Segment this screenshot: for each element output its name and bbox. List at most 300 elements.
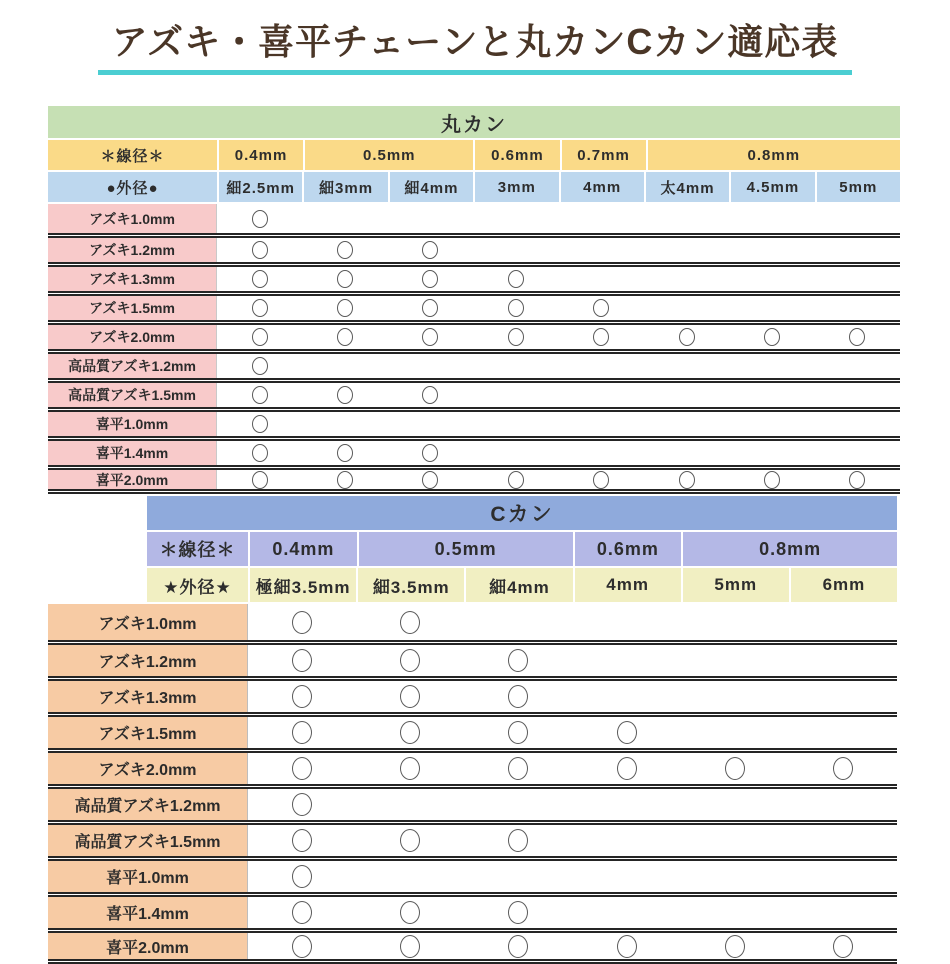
- circle-mark: [337, 471, 353, 489]
- circle-mark: [292, 721, 312, 744]
- mark-cell: [681, 825, 789, 856]
- mark-cell: [789, 861, 897, 892]
- column-header: 細4mm: [466, 568, 572, 602]
- column-header: 細2.5mm: [219, 172, 302, 202]
- marks-area: [217, 354, 900, 378]
- row-label: 喜平1.4mm: [48, 897, 248, 928]
- mark-cell: [302, 325, 387, 349]
- circle-mark: [617, 935, 637, 958]
- mark-cell: [356, 825, 464, 856]
- ckan-table-title: Cカン: [147, 496, 897, 530]
- mark-cell: [573, 753, 681, 784]
- mark-cell: [388, 354, 473, 378]
- circle-mark: [252, 299, 268, 317]
- mark-cell: [464, 604, 572, 640]
- mark-cell: [789, 681, 897, 712]
- circle-mark: [422, 386, 438, 404]
- mark-cell: [573, 933, 681, 959]
- mark-cell: [248, 645, 356, 676]
- wire-size-header: 0.4mm: [219, 140, 303, 170]
- circle-mark: [292, 935, 312, 958]
- row-label: 高品質アズキ1.5mm: [48, 383, 217, 407]
- mark-cell: [644, 412, 729, 436]
- mark-cell: [356, 897, 464, 928]
- table-row: [48, 604, 897, 640]
- mark-cell: [302, 204, 387, 233]
- mark-cell: [815, 412, 900, 436]
- mark-cell: [573, 604, 681, 640]
- row-label: アズキ1.5mm: [48, 717, 248, 748]
- mark-cell: [681, 604, 789, 640]
- circle-mark: [292, 901, 312, 924]
- table-row: [48, 820, 897, 856]
- mark-cell: [789, 717, 897, 748]
- mark-cell: [815, 238, 900, 262]
- mark-cell: [789, 645, 897, 676]
- mark-cell: [559, 470, 644, 489]
- mark-cell: [217, 204, 302, 233]
- table-row: [48, 676, 897, 712]
- mark-cell: [815, 325, 900, 349]
- mark-cell: [473, 354, 558, 378]
- row-label: アズキ1.2mm: [48, 645, 248, 676]
- table-row: [48, 640, 897, 676]
- mark-cell: [464, 753, 572, 784]
- row-label: アズキ2.0mm: [48, 753, 248, 784]
- circle-mark: [337, 386, 353, 404]
- circle-mark: [593, 471, 609, 489]
- mark-cell: [356, 717, 464, 748]
- circle-mark: [400, 757, 420, 780]
- circle-mark: [508, 757, 528, 780]
- circle-mark: [849, 471, 865, 489]
- circle-mark: [508, 270, 524, 288]
- mark-cell: [729, 441, 814, 465]
- mark-cell: [473, 267, 558, 291]
- mark-cell: [248, 789, 356, 820]
- mark-cell: [217, 412, 302, 436]
- circle-mark: [252, 270, 268, 288]
- mark-cell: [248, 933, 356, 959]
- ckan-outer-diameter-row: [147, 568, 897, 602]
- circle-mark: [508, 328, 524, 346]
- wire-size-header: 0.8mm: [648, 140, 900, 170]
- mark-cell: [559, 267, 644, 291]
- mark-cell: [644, 470, 729, 489]
- wire-size-header: 0.6mm: [575, 532, 682, 566]
- row-label: アズキ2.0mm: [48, 325, 217, 349]
- wire-row-label: ＊線径＊: [48, 140, 217, 170]
- row-label: アズキ1.0mm: [48, 604, 248, 640]
- wire-row-label: ＊線径＊: [147, 532, 248, 566]
- mark-cell: [388, 296, 473, 320]
- ckan-table: [48, 496, 897, 964]
- mark-cell: [681, 753, 789, 784]
- mark-cell: [815, 383, 900, 407]
- mark-cell: [356, 753, 464, 784]
- mark-cell: [559, 238, 644, 262]
- mark-cell: [789, 825, 897, 856]
- column-header: 5mm: [817, 172, 900, 202]
- circle-mark: [422, 471, 438, 489]
- circle-mark: [337, 241, 353, 259]
- row-label: 喜平1.0mm: [48, 861, 248, 892]
- mark-cell: [302, 354, 387, 378]
- mark-cell: [573, 789, 681, 820]
- mark-cell: [464, 645, 572, 676]
- wire-size-header: 0.4mm: [250, 532, 357, 566]
- circle-mark: [593, 299, 609, 317]
- circle-mark: [400, 649, 420, 672]
- circle-mark: [252, 241, 268, 259]
- mark-cell: [644, 296, 729, 320]
- marks-area: [248, 717, 897, 748]
- mark-cell: [217, 441, 302, 465]
- mark-cell: [302, 296, 387, 320]
- circle-mark: [292, 793, 312, 816]
- mark-cell: [248, 681, 356, 712]
- circle-mark: [292, 649, 312, 672]
- mark-cell: [464, 789, 572, 820]
- column-header: 4.5mm: [731, 172, 814, 202]
- marks-area: [248, 681, 897, 712]
- mark-cell: [302, 470, 387, 489]
- row-label: 喜平2.0mm: [48, 933, 248, 959]
- circle-mark: [252, 415, 268, 433]
- mark-cell: [248, 753, 356, 784]
- circle-mark: [292, 611, 312, 634]
- mark-cell: [815, 204, 900, 233]
- mark-cell: [644, 325, 729, 349]
- circle-mark: [422, 328, 438, 346]
- mark-cell: [573, 825, 681, 856]
- mark-cell: [573, 861, 681, 892]
- column-header: 細4mm: [390, 172, 473, 202]
- mark-cell: [473, 383, 558, 407]
- column-header: 太4mm: [646, 172, 729, 202]
- mark-cell: [559, 354, 644, 378]
- marks-area: [248, 753, 897, 784]
- mark-cell: [217, 296, 302, 320]
- marks-area: [248, 825, 897, 856]
- mark-cell: [464, 681, 572, 712]
- circle-mark: [252, 386, 268, 404]
- circle-mark: [400, 829, 420, 852]
- circle-mark: [400, 611, 420, 634]
- row-label: 喜平2.0mm: [48, 470, 217, 489]
- circle-mark: [337, 270, 353, 288]
- mark-cell: [302, 412, 387, 436]
- circle-mark: [292, 757, 312, 780]
- circle-mark: [508, 935, 528, 958]
- mark-cell: [356, 681, 464, 712]
- mark-cell: [356, 861, 464, 892]
- mark-cell: [559, 204, 644, 233]
- circle-mark: [593, 328, 609, 346]
- marks-area: [217, 412, 900, 436]
- circle-mark: [508, 685, 528, 708]
- marukan-wire-diameter-row: [48, 140, 900, 170]
- mark-cell: [815, 267, 900, 291]
- table-row: [48, 748, 897, 784]
- circle-mark: [337, 328, 353, 346]
- mark-cell: [681, 897, 789, 928]
- circle-mark: [508, 829, 528, 852]
- mark-cell: [644, 441, 729, 465]
- mark-cell: [356, 645, 464, 676]
- mark-cell: [473, 204, 558, 233]
- mark-cell: [464, 933, 572, 959]
- mark-cell: [356, 604, 464, 640]
- circle-mark: [400, 685, 420, 708]
- wire-size-header: 0.5mm: [359, 532, 573, 566]
- mark-cell: [248, 897, 356, 928]
- mark-cell: [248, 861, 356, 892]
- circle-mark: [252, 357, 268, 375]
- circle-mark: [833, 935, 853, 958]
- mark-cell: [815, 441, 900, 465]
- table-row: [48, 262, 900, 291]
- mark-cell: [729, 238, 814, 262]
- table-row: [48, 349, 900, 378]
- table-row: [48, 291, 900, 320]
- row-label: 高品質アズキ1.2mm: [48, 354, 217, 378]
- mark-cell: [388, 267, 473, 291]
- mark-cell: [681, 933, 789, 959]
- marukan-outer-diameter-row: [48, 172, 900, 202]
- mark-cell: [302, 383, 387, 407]
- table-row: [48, 856, 897, 892]
- mark-cell: [681, 861, 789, 892]
- mark-cell: [464, 861, 572, 892]
- row-label: 高品質アズキ1.5mm: [48, 825, 248, 856]
- mark-cell: [388, 441, 473, 465]
- marks-area: [217, 383, 900, 407]
- mark-cell: [644, 238, 729, 262]
- circle-mark: [725, 757, 745, 780]
- mark-cell: [464, 825, 572, 856]
- mark-cell: [559, 325, 644, 349]
- marukan-table-title: 丸カン: [48, 106, 900, 138]
- mark-cell: [644, 204, 729, 233]
- mark-cell: [573, 681, 681, 712]
- mark-cell: [681, 789, 789, 820]
- circle-mark: [400, 935, 420, 958]
- circle-mark: [508, 649, 528, 672]
- mark-cell: [473, 296, 558, 320]
- mark-cell: [815, 296, 900, 320]
- wire-size-header: 0.5mm: [305, 140, 473, 170]
- circle-mark: [422, 444, 438, 462]
- table-row: [48, 892, 897, 928]
- title-bar: [0, 14, 950, 75]
- mark-cell: [644, 267, 729, 291]
- circle-mark: [400, 901, 420, 924]
- mark-cell: [248, 717, 356, 748]
- marks-area: [248, 861, 897, 892]
- mark-cell: [473, 238, 558, 262]
- circle-mark: [422, 241, 438, 259]
- marks-area: [217, 325, 900, 349]
- mark-cell: [473, 441, 558, 465]
- table-row: [48, 465, 900, 494]
- circle-mark: [617, 721, 637, 744]
- row-label: アズキ1.3mm: [48, 681, 248, 712]
- marks-area: [248, 897, 897, 928]
- mark-cell: [681, 645, 789, 676]
- marks-area: [248, 645, 897, 676]
- wire-size-header: 0.6mm: [475, 140, 559, 170]
- circle-mark: [337, 299, 353, 317]
- mark-cell: [729, 354, 814, 378]
- table-row: [48, 407, 900, 436]
- mark-cell: [815, 354, 900, 378]
- table-row: [48, 378, 900, 407]
- marks-area: [217, 296, 900, 320]
- mark-cell: [248, 825, 356, 856]
- mark-cell: [302, 267, 387, 291]
- mark-cell: [217, 354, 302, 378]
- row-label: アズキ1.0mm: [48, 204, 217, 233]
- mark-cell: [789, 933, 897, 959]
- mark-cell: [729, 325, 814, 349]
- column-header: 4mm: [575, 568, 681, 602]
- mark-cell: [473, 412, 558, 436]
- circle-mark: [725, 935, 745, 958]
- mark-cell: [217, 325, 302, 349]
- table-row: [48, 320, 900, 349]
- marukan-table: [48, 106, 900, 494]
- row-label: アズキ1.5mm: [48, 296, 217, 320]
- circle-mark: [849, 328, 865, 346]
- circle-mark: [422, 299, 438, 317]
- marks-area: [217, 267, 900, 291]
- circle-mark: [252, 471, 268, 489]
- mark-cell: [217, 383, 302, 407]
- mark-cell: [388, 470, 473, 489]
- mark-cell: [573, 717, 681, 748]
- mark-cell: [559, 296, 644, 320]
- circle-mark: [508, 901, 528, 924]
- mark-cell: [388, 383, 473, 407]
- mark-cell: [464, 717, 572, 748]
- table-row: [48, 233, 900, 262]
- mark-cell: [789, 753, 897, 784]
- mark-cell: [729, 412, 814, 436]
- circle-mark: [764, 328, 780, 346]
- wire-size-header: 0.8mm: [683, 532, 897, 566]
- marks-area: [248, 933, 897, 959]
- mark-cell: [681, 681, 789, 712]
- mark-cell: [681, 717, 789, 748]
- column-header: 極細3.5mm: [250, 568, 356, 602]
- marks-area: [217, 470, 900, 489]
- row-label: アズキ1.2mm: [48, 238, 217, 262]
- circle-mark: [292, 685, 312, 708]
- circle-mark: [400, 721, 420, 744]
- mark-cell: [573, 645, 681, 676]
- marks-area: [217, 441, 900, 465]
- circle-mark: [252, 444, 268, 462]
- mark-cell: [217, 470, 302, 489]
- circle-mark: [679, 471, 695, 489]
- column-header: 細3mm: [304, 172, 387, 202]
- ckan-wire-diameter-row: [147, 532, 897, 566]
- row-label: 高品質アズキ1.2mm: [48, 789, 248, 820]
- circle-mark: [833, 757, 853, 780]
- column-header: 5mm: [683, 568, 789, 602]
- mark-cell: [464, 897, 572, 928]
- page-title: アズキ・喜平チェーンと丸カンCカン適応表: [98, 14, 853, 75]
- circle-mark: [508, 471, 524, 489]
- mark-cell: [217, 267, 302, 291]
- mark-cell: [729, 383, 814, 407]
- mark-cell: [217, 238, 302, 262]
- circle-mark: [422, 270, 438, 288]
- circle-mark: [764, 471, 780, 489]
- mark-cell: [473, 325, 558, 349]
- row-label: アズキ1.3mm: [48, 267, 217, 291]
- mark-cell: [644, 354, 729, 378]
- wire-size-header: 0.7mm: [562, 140, 646, 170]
- circle-mark: [508, 721, 528, 744]
- circle-mark: [337, 444, 353, 462]
- column-header: 3mm: [475, 172, 558, 202]
- column-header: 細3.5mm: [358, 568, 464, 602]
- marks-area: [217, 238, 900, 262]
- marks-area: [217, 204, 900, 233]
- mark-cell: [729, 267, 814, 291]
- mark-cell: [388, 204, 473, 233]
- circle-mark: [252, 328, 268, 346]
- mark-cell: [559, 441, 644, 465]
- column-header: 6mm: [791, 568, 897, 602]
- outer-row-label: ★外径★: [147, 568, 248, 602]
- table-row: [48, 712, 897, 748]
- mark-cell: [789, 897, 897, 928]
- mark-cell: [789, 604, 897, 640]
- mark-cell: [356, 933, 464, 959]
- mark-cell: [729, 470, 814, 489]
- marks-area: [248, 789, 897, 820]
- table-row: [48, 436, 900, 465]
- circle-mark: [292, 865, 312, 888]
- mark-cell: [644, 383, 729, 407]
- marks-area: [248, 604, 897, 640]
- mark-cell: [248, 604, 356, 640]
- mark-cell: [559, 383, 644, 407]
- mark-cell: [729, 204, 814, 233]
- mark-cell: [559, 412, 644, 436]
- circle-mark: [508, 299, 524, 317]
- row-label: 喜平1.4mm: [48, 441, 217, 465]
- column-header: 4mm: [561, 172, 644, 202]
- table-row: [48, 204, 900, 233]
- circle-mark: [617, 757, 637, 780]
- mark-cell: [388, 238, 473, 262]
- mark-cell: [302, 441, 387, 465]
- mark-cell: [473, 470, 558, 489]
- outer-row-label: ●外径●: [48, 172, 217, 202]
- mark-cell: [729, 296, 814, 320]
- circle-mark: [679, 328, 695, 346]
- mark-cell: [815, 470, 900, 489]
- circle-mark: [292, 829, 312, 852]
- mark-cell: [302, 238, 387, 262]
- row-label: 喜平1.0mm: [48, 412, 217, 436]
- mark-cell: [356, 789, 464, 820]
- mark-cell: [388, 325, 473, 349]
